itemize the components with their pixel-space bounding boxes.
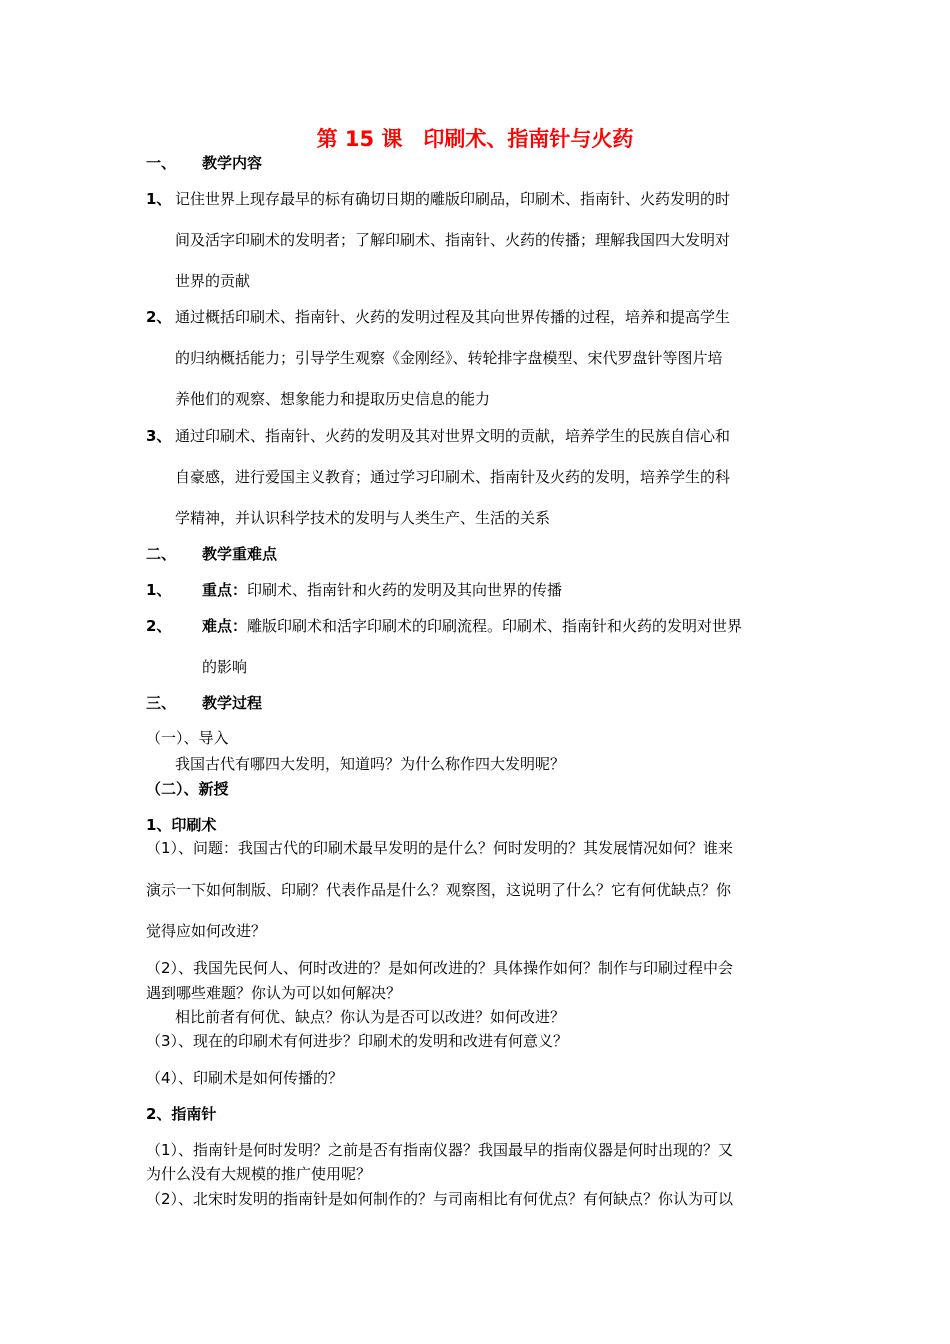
content-item-3-line-2: 自豪感，进行爱国主义教育；通过学习印刷术、指南针及火药的发明，培养学生的科 <box>175 468 731 486</box>
section-1-heading: 教学内容 <box>202 154 263 172</box>
content-item-2-number: 2、 <box>146 308 172 326</box>
section-1-number: 一、 <box>146 154 177 172</box>
content-item-2-line-1: 通过概括印刷术、指南针、火药的发明过程及其向世界传播的过程，培养和提高学生 <box>175 308 731 326</box>
content-item-1-line-3: 世界的贡献 <box>175 272 251 290</box>
intro-heading: （一）、导入 <box>146 729 229 747</box>
printing-q1-line-3: 觉得应如何改进？ <box>146 922 267 940</box>
section-3-heading: 教学过程 <box>202 694 263 712</box>
section-3-number: 三、 <box>146 694 177 712</box>
content-item-3-line-3: 学精神，并认识科学技术的发明与人类生产、生活的关系 <box>175 509 551 527</box>
content-item-1-line-1: 记住世界上现存最早的标有确切日期的雕版印刷品，印刷术、指南针、火药发明的时 <box>175 190 731 208</box>
intro-text: 我国古代有哪四大发明，知道吗？为什么称作四大发明呢？ <box>175 755 566 773</box>
printing-q1-line-2: 演示一下如何制版、印刷？代表作品是什么？观察图，这说明了什么？它有何优缺点？你 <box>146 881 732 899</box>
printing-q4: （4）、印刷术是如何传播的？ <box>146 1069 344 1087</box>
content-item-1-number: 1、 <box>146 190 172 208</box>
printing-heading: 1、印刷术 <box>146 816 217 834</box>
section-2-number: 二、 <box>146 545 177 563</box>
printing-q2-line-1: （2）、我国先民何人、何时改进的？是如何改进的？具体操作如何？制作与印刷过程中会 <box>146 959 734 977</box>
keypoint-2-line-1: 雕版印刷术和活字印刷术的印刷流程。印刷术、指南针和火药的发明对世界 <box>247 617 743 635</box>
printing-q1-line-1: （1）、问题：我国古代的印刷术最早发明的是什么？何时发明的？其发展情况如何？谁来 <box>146 839 734 857</box>
content-item-2-line-2: 的归纳概括能力；引导学生观察《金刚经》、转轮排字盘模型、宋代罗盘针等图片培 <box>175 349 723 367</box>
keypoint-1-text <box>202 580 562 600</box>
printing-q2-line-3: 相比前者有何优、缺点？你认为是否可以改进？如何改进？ <box>175 1008 566 1026</box>
keypoint-1-number: 1、 <box>146 581 172 599</box>
compass-q1-line-2: 为什么没有大规模的推广使用呢？ <box>146 1165 372 1183</box>
content-item-3-number: 3、 <box>146 427 172 445</box>
printing-q3: （3）、现在的印刷术有何进步？印刷术的发明和改进有何意义？ <box>146 1032 569 1050</box>
compass-q2: （2）、北宋时发明的指南针是如何制作的？与司南相比有何优点？有何缺点？你认为可以 <box>146 1190 734 1208</box>
keypoint-1-line-1: 印刷术、指南针和火药的发明及其向世界的传播 <box>247 581 563 599</box>
keypoint-1-label: 重点： <box>202 581 248 599</box>
compass-heading: 2、指南针 <box>146 1105 217 1123</box>
new-lesson-heading: （二）、新授 <box>146 780 229 798</box>
printing-q2-line-2: 遇到哪些难题？你认为可以如何解决？ <box>146 984 402 1002</box>
content-item-3-line-1: 通过印刷术、指南针、火药的发明及其对世界文明的贡献，培养学生的民族自信心和 <box>175 427 731 445</box>
content-item-1-line-2: 间及活字印刷术的发明者；了解印刷术、指南针、火药的传播；理解我国四大发明对 <box>175 231 731 249</box>
section-2-heading: 教学重难点 <box>202 545 278 563</box>
keypoint-2-number: 2、 <box>146 617 172 635</box>
keypoint-2-label: 难点： <box>202 617 248 635</box>
document-title: 第 15 课 印刷术、指南针与火药 <box>316 127 634 151</box>
content-item-2-line-3: 养他们的观察、想象能力和提取历史信息的能力 <box>175 390 491 408</box>
compass-q1-line-1: （1）、指南针是何时发明？之前是否有指南仪器？我国最早的指南仪器是何时出现的？又 <box>146 1141 734 1159</box>
keypoint-2-text <box>202 616 742 636</box>
keypoint-2-line-2: 的影响 <box>202 658 248 676</box>
